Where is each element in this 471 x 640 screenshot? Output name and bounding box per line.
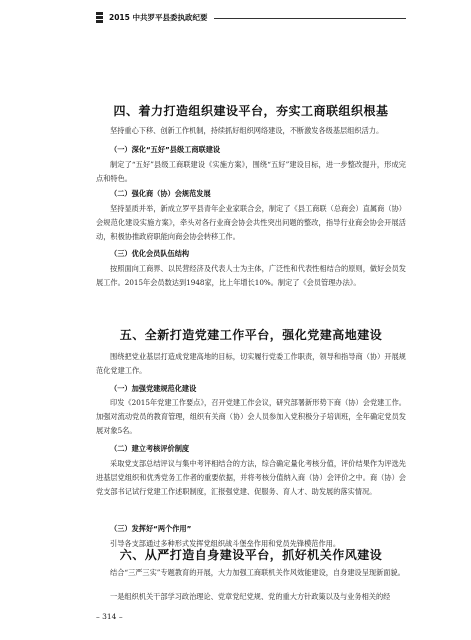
section-4-para-2: 坚持显质并举，新成立罗平县青年企业家联合会，制定了《县工商联（总商会）直属商（协）会规范化建设实施方案》，牵头对各行业商会协会共性突出问题的整改，指导行业商会协会开展活动，积极协推政府职能向商会协会转移工作。	[96, 204, 406, 241]
section-4-para-3: 按照面向工商界、以民营经济及代表人士为主体，广泛性和代表性相结合的原则，做好会员发展工作。2015年会员数达到1948家，比上年增长10%。制定了《会员管理办法》。	[96, 264, 406, 287]
section-5-sub-3: （三）发挥好“两个作用”	[110, 524, 192, 533]
section-6-intro: 结合“三严三实”专题教育的开展，大力加强工商联机关作风效能建设，自身建设呈现新面貌。	[110, 568, 405, 577]
section-title-6: 六、从严打造自身建设平台，抓好机关作风建设	[119, 548, 383, 562]
section-5-para-3: 引导各支部通过多种形式发挥党组织战斗堡垒作用和党员先锋模范作用。	[110, 539, 341, 548]
section-5-sub-1: （一）加强党建规范化建设	[110, 384, 197, 393]
header-bars-icon	[96, 12, 103, 23]
section-5-para-1: 印发《2015年党建工作要点》，召开党建工作会议，研究部署新形势下商（协）会党建工作。加强对流动党员的教育管理，组织有关商（协）会人员参加入党积极分子培训班，全年确定党员发展对象5名。	[96, 398, 406, 435]
section-4-sub-3: （三）优化会员队伍结构	[110, 249, 190, 258]
section-6-para-1: 一是组织机关干部学习政治理论、党章党纪党规、党的重大方针政策以及与业务相关的经	[110, 592, 391, 601]
section-5-intro: 围绕把党业基层打造成党建高地的目标，切实履行党委工作职责，领导和指导商（协）开展规范化党建工作。	[96, 352, 406, 375]
section-title-4: 四、着力打造组织建设平台，夯实工商联组织根基	[113, 104, 389, 118]
section-4-para-1: 制定了“五好”县级工商联建设《实施方案》，围绕“五好”建设目标，进一步整改提升，形成完点和特色。	[96, 160, 406, 183]
section-4-intro: 坚持重心下移、创新工作机制，持续抓好组织网络建设，不断激发各级基层组织活力。	[110, 126, 384, 135]
header-title: 2015 中共罗平县委执政纪要	[109, 13, 208, 22]
header-rule	[214, 18, 407, 19]
section-5-sub-2: （二）建立考核评价制度	[110, 444, 190, 453]
section-5-para-2: 采取党支部总结评议与集中考评相结合的方法，综合确定量化考核分值，评价结果作为评选先进基层党组织和优秀党务工作者的重要依据，并将考核分值纳入商（协）会评价之中。商（协）会党支部书记试行党建工作述职制度，汇报强党建、促服务、育人才、助发展的落实情况。	[96, 459, 406, 496]
section-4-sub-2: （二）强化商（协）会规范发展	[110, 189, 211, 198]
running-header	[96, 12, 406, 23]
page-number: – 314 –	[96, 612, 123, 621]
section-4-sub-1: （一）深化“五好”县级工商联建设	[110, 145, 221, 154]
section-title-5: 五、全新打造党建工作平台，强化党建高地建设	[119, 328, 383, 342]
